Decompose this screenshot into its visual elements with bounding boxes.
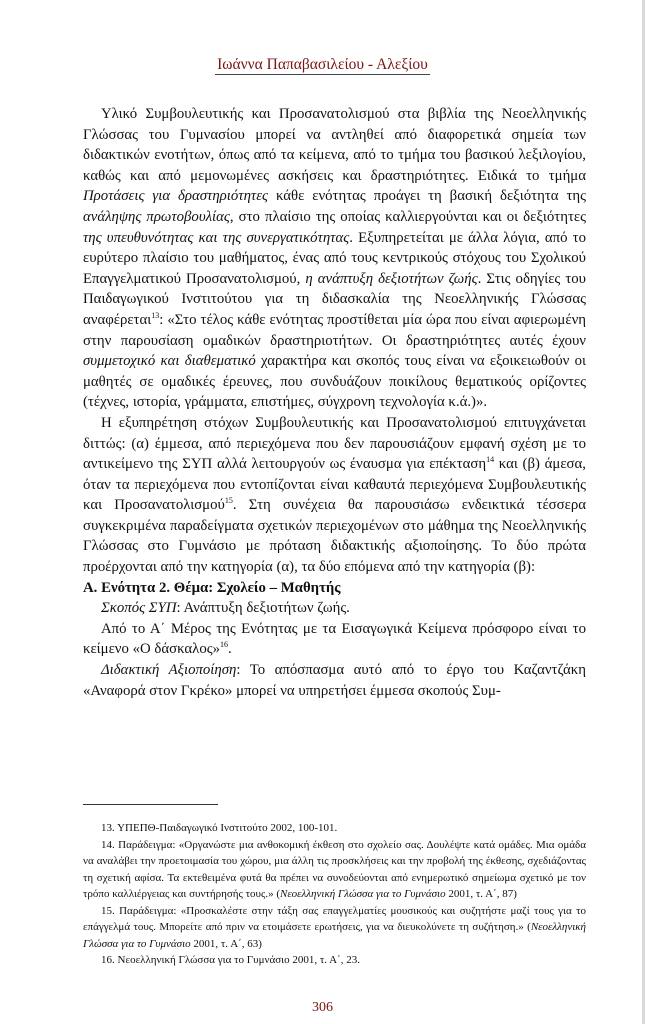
emphasis: της υπευθυνότητας και της συνεργατικότητας xyxy=(83,229,350,246)
paragraph-goal: Σκοπός ΣΥΠ: Ανάπτυξη δεξιοτήτων ζωής. xyxy=(101,600,350,617)
emphasis: ανάληψης πρωτοβουλίας xyxy=(83,208,230,225)
emphasis: Νεοελληνική Γλώσσα για το Γυμνάσιο xyxy=(280,888,446,900)
footnote-divider xyxy=(83,804,218,805)
page-number: 306 xyxy=(312,1000,333,1015)
emphasis: η ανάπτυξη δεξιοτήτων ζωής xyxy=(305,270,478,287)
footnote-14: 14. Παράδειγμα: «Οργανώστε μια ανθοκομική έκθεση στο σχολείο σας. Δουλέψτε κατά ομάδες. Μια ομάδα να αναλάβει την προετοιμασία του χώρου, μια άλλη τις προσκλήσεις και την προβολή της έκθεσης, σχεδιάζοντας τη σχετική αφίσα. Τα εκτεθειμένα φυτά θα πρέπει να συνοδεύονται από ενημερωτικό σημείωμα σχετικό με τον τρόπο καλλιέργειας και συντήρησής τους.» (Νεοελληνική Γλώσσα για το Γυμνάσιο 2001, τ. Α΄, 87) xyxy=(83,838,586,900)
emphasis: Προτάσεις για δραστηριότητες xyxy=(83,188,269,205)
emphasis: Σκοπός ΣΥΠ xyxy=(101,600,177,617)
footnote-ref-15[interactable]: 15 xyxy=(224,496,233,506)
paragraph-2: Η εξυπηρέτηση στόχων Συμβουλευτικής και Προσανατολισμού επιτυγχάνεται διττώς: (α) έμμεσα, από περιεχόμενα που δεν παρουσιάζουν εμφανή σχέση με το αντικείμενο της ΣΥΠ αλλά λειτουργούν ως έναυσμα για επέκταση$^{14}$ και (β) άμεσα, όταν τα περιεχόμενα που εντοπίζονται είναι καθαυτά περιεχόμενα Συμβουλευτικής και Προσανατολισμού$^{15}$. Στη συνέχεια θα παρουσιάσω ενδεικτικά τέσσερα συγκεκριμένα παραδείγματα σχετικών περιεχομένων στο μάθημα της Νεοελληνικής Γλώσσας στο Γυμνάσιο με πρόταση διδακτικής αξιοποίησης. Το δύο πρώτα προέρχονται από την κατηγορία (α), τα δύο επόμενα από την κατηγορία (β): xyxy=(83,414,586,576)
emphasis: συμμετοχικό και διαθεματικό xyxy=(83,353,256,370)
body-text xyxy=(83,104,586,701)
footnote-ref-13[interactable]: 13 xyxy=(151,311,160,321)
footnote-16: 16. Νεοελληνική Γλώσσα για το Γυμνάσιο 2001, τ. Α΄, 23. xyxy=(101,954,361,966)
running-head xyxy=(0,56,645,74)
footnotes xyxy=(83,820,586,969)
footnote-ref-16[interactable]: 16 xyxy=(219,640,228,650)
emphasis: Διδακτική Αξιοποίηση xyxy=(101,662,237,679)
paragraph-source: Από το Α΄ Μέρος της Ενότητας με τα Εισαγωγικά Κείμενα πρόσφορο είναι το κείμενο «Ο δάσκαλος»$^{16}$. xyxy=(83,620,586,658)
footnote-15: 15. Παράδειγμα: «Προσκαλέστε στην τάξη σας επαγγελματίες μουσικούς και συζητήστε μαζί τους για το επάγγελμά τους. Μπορείτε από πριν να ετοιμάσετε ερωτήσεις, για να διευκολύνετε τη συζήτηση.» (Νεοελληνική Γλώσσα για το Γυμνάσιο 2001, τ. Α΄, 63) xyxy=(83,904,586,950)
paragraph-1: Υλικό Συμβουλευτικής και Προσανατολισμού στα βιβλία της Νεοελληνικής Γλώσσας του Γυμνασίου μπορεί να αντληθεί από διαφορετικά σημεία των διδακτικών ενοτήτων, όπως από τα κείμενα, από το τμήμα του βασικού λεξιλογίου, καθώς και από μεμονωμένες ασκήσεις και δραστηριότητες. Ειδικά το τμήμα Προτάσεις για δραστηριότητες κάθε ενότητας προάγει τη βασική δεξιότητα της ανάληψης πρωτοβουλίας, στο πλαίσιο της οποίας καλλιεργούνται και οι δεξιότητες της υπευθυνότητας και της συνεργατικότητας. Εξυπηρετείται με άλλα λόγια, από το ευρύτερο πλαίσιο του μαθήματος, ένας από τους κεντρικούς στόχους του Σχολικού Επαγγελματικού Προσανατολισμού, η ανάπτυξη δεξιοτήτων ζωής. Στις οδηγίες του Παιδαγωγικού Ινστιτούτου για τη διδασκαλία της Νεοελληνικής Γλώσσας αναφέρεται$^{13}$: «Στο τέλος κάθε ενότητας προστίθεται μία ώρα που είναι αφιερωμένη στην παρουσίαση ομαδικών δραστηριοτήτων. Οι δραστηριότητες αυτές έχουν συμμετοχικό και διαθεματικό χαρακτήρα και σκοπός τους είναι να εξοικειωθούν οι μαθητές σε ομαδικές έρευνες, που συνδυάζουν ποικίλους θεματικούς ορίζοντες (τέχνες, ιστορία, γράμματα, επιστήμες, σύγχρονη τεχνολογία κ.ά.)». xyxy=(83,106,586,411)
running-head-author: Ιωάννα Παπαβασιλείου - Αλεξίου xyxy=(217,56,428,73)
paragraph-usage: Διδακτική Αξιοποίηση: Το απόσπασμα αυτό από το έργο του Καζαντζάκη «Αναφορά στον Γκρέκο» μπορεί να υπηρετήσει έμμεσα σκοπούς Συμ- xyxy=(83,662,586,699)
footnote-13: 13. ΥΠΕΠΘ-Παιδαγωγικό Ινστιτούτο 2002, 100-101. xyxy=(101,822,338,834)
section-heading: Α. Ενότητα 2. Θέμα: Σχολείο – Μαθητής xyxy=(83,579,341,596)
footnote-ref-14[interactable]: 14 xyxy=(486,455,495,465)
emphasis: Νεοελληνική Γλώσσα για το Γυμνάσιο xyxy=(83,921,586,950)
